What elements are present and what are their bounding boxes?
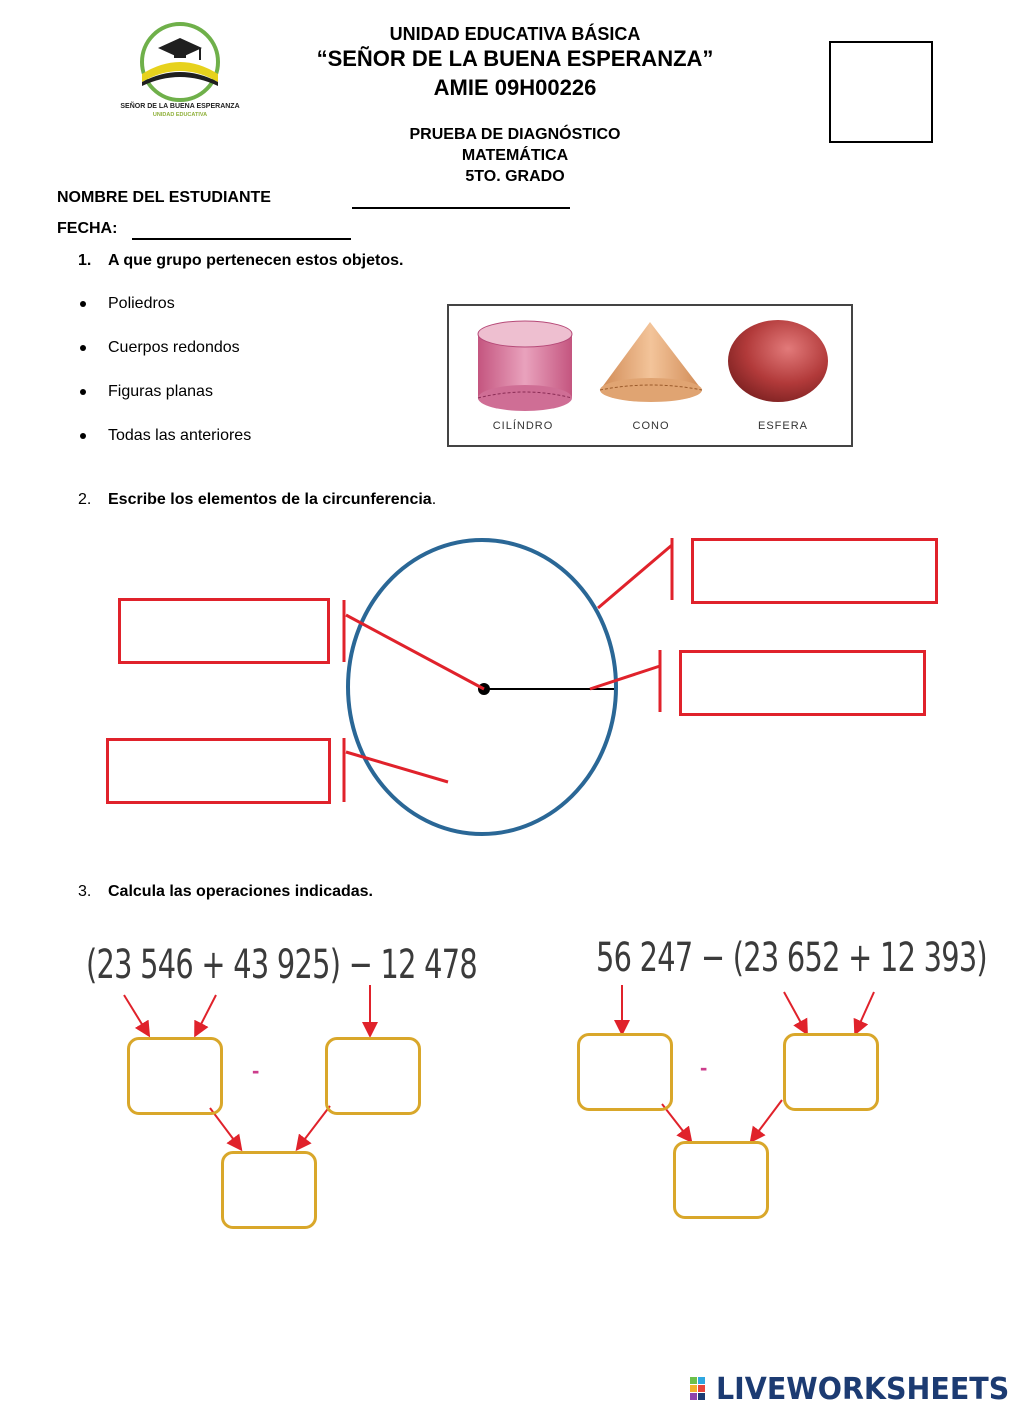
expression-right: 56 247 − (23 652 + 12 393)	[596, 935, 987, 981]
op1-box-subtrahend[interactable]	[325, 1037, 421, 1115]
answer-box-right-bottom[interactable]	[679, 650, 926, 716]
logo-caption-top: SEÑOR DE LA BUENA ESPERANZA	[120, 103, 240, 110]
liveworksheets-icon	[690, 1377, 714, 1403]
photo-box	[829, 41, 933, 143]
option-label: Cuerpos redondos	[108, 339, 240, 356]
date-input[interactable]	[132, 238, 351, 240]
bullet-dot	[80, 345, 86, 351]
shape-label-cylinder: CILÍNDRO	[492, 420, 554, 432]
shapes-image	[447, 304, 853, 447]
q1-number: 1.	[78, 252, 92, 269]
test-title: PRUEBA DE DIAGNÓSTICO	[409, 126, 621, 143]
answer-box-left-top[interactable]	[118, 598, 330, 664]
q3-text: Calcula las operaciones indicadas.	[108, 883, 373, 900]
op2-box-result[interactable]	[673, 1141, 769, 1219]
school-logo	[120, 20, 240, 120]
test-grade: 5TO. GRADO	[465, 168, 565, 185]
bullet-dot	[80, 389, 86, 395]
answer-box-right-top[interactable]	[691, 538, 938, 604]
pointer-circumference	[598, 545, 672, 608]
op1-box-sum[interactable]	[127, 1037, 223, 1115]
q3-number: 3.	[78, 883, 92, 900]
test-subject: MATEMÁTICA	[461, 147, 569, 164]
student-name-label: NOMBRE DEL ESTUDIANTE	[57, 189, 271, 206]
option-label: Poliedros	[108, 295, 175, 312]
q2-number: 2.	[78, 491, 92, 508]
q1-option-1[interactable]	[108, 295, 175, 313]
bullet-dot	[80, 301, 86, 307]
q1-option-4[interactable]	[108, 427, 251, 445]
q1-text: A que grupo pertenecen estos objetos.	[108, 252, 404, 269]
amie-code: AMIE 09H00226	[433, 75, 597, 100]
student-name-input[interactable]	[352, 207, 570, 209]
q1-option-3[interactable]	[108, 383, 213, 401]
pointer-radius	[590, 666, 660, 689]
shape-label-sphere: ESFERA	[757, 420, 808, 432]
date-label: FECHA:	[57, 220, 118, 237]
q2-text: Escribe los elementos de la circunferencia	[108, 491, 432, 508]
pointer-inner	[346, 752, 448, 782]
q2-period: .	[431, 491, 437, 508]
answer-box-left-bottom[interactable]	[106, 738, 331, 804]
cylinder-shape	[478, 321, 572, 411]
school-name: “SEÑOR DE LA BUENA ESPERANZA”	[316, 46, 714, 71]
op2-box-sum[interactable]	[783, 1033, 879, 1111]
pointer-center	[346, 615, 484, 689]
option-label: Todas las anteriores	[108, 427, 252, 444]
op1-minus-sign: -	[252, 1058, 260, 1083]
logo-caption-bottom: UNIDAD EDUCATIVA	[152, 112, 208, 118]
op2-minus-sign: -	[700, 1055, 708, 1080]
sphere-shape	[728, 320, 828, 402]
liveworksheets-brand[interactable]: LIVEWORKSHEETS	[716, 1372, 1009, 1407]
option-label: Figuras planas	[108, 383, 213, 400]
op2-box-minuend[interactable]	[577, 1033, 673, 1111]
bullet-dot	[80, 433, 86, 439]
cone-shape	[600, 322, 702, 402]
q1-option-2[interactable]	[108, 339, 240, 357]
shape-label-cone: CONO	[632, 420, 670, 432]
school-type: UNIDAD EDUCATIVA BÁSICA	[389, 24, 641, 44]
expression-left: (23 546 + 43 925) − 12 478	[86, 942, 477, 988]
op1-box-result[interactable]	[221, 1151, 317, 1229]
